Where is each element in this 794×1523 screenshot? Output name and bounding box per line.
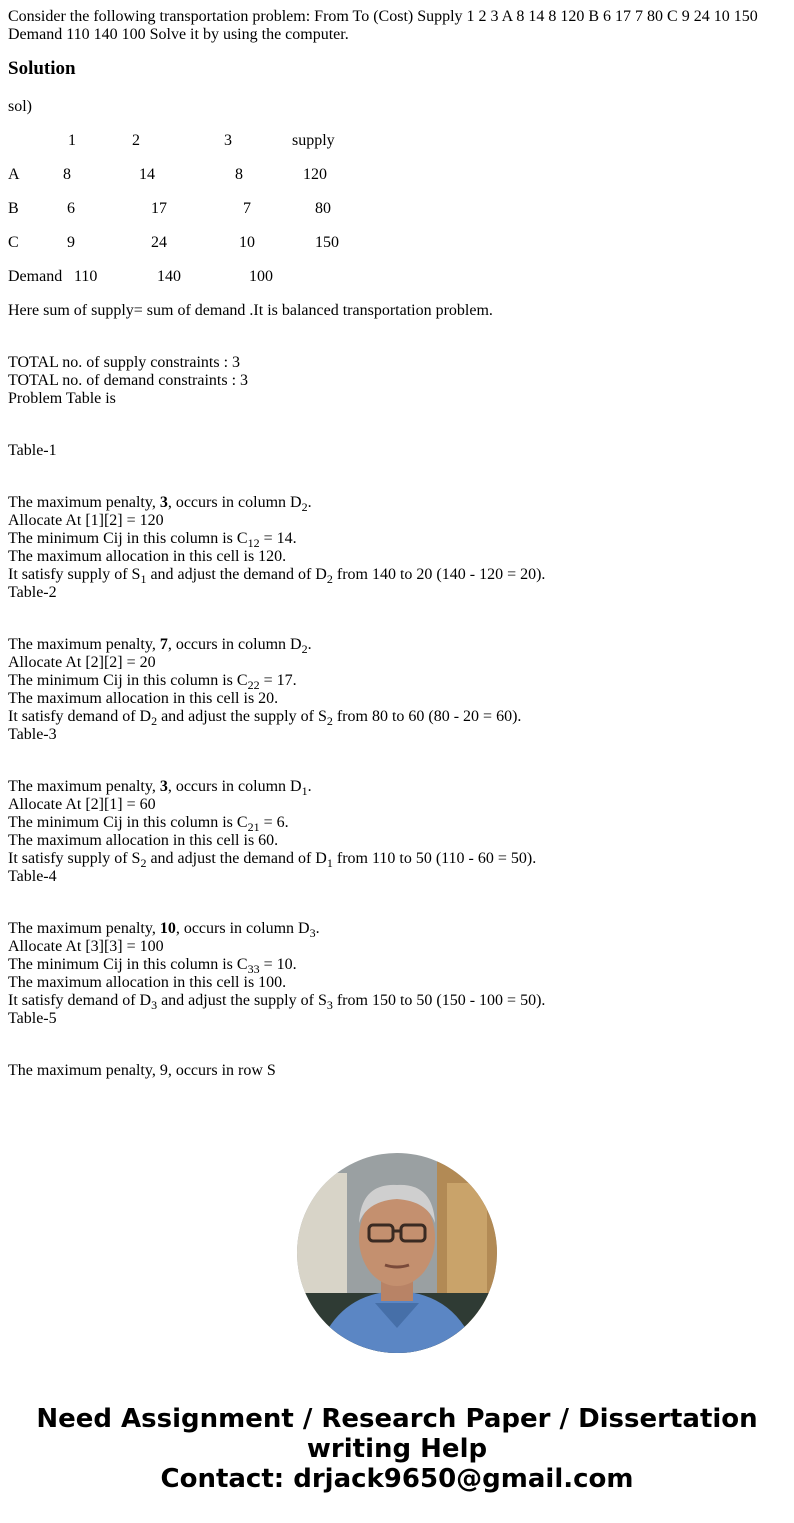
- solution-content: [8, 8, 786, 1123]
- min-suffix: = 6.: [259, 814, 289, 831]
- max-allocation-line: The maximum allocation in this cell is 20.: [8, 690, 279, 707]
- demand-cell: 110: [74, 268, 98, 285]
- col-header-1: 1: [68, 132, 76, 149]
- solution-heading: Solution: [8, 58, 76, 79]
- problem-table-header: [8, 132, 786, 150]
- col-header-supply: supply: [292, 132, 335, 149]
- satisfy-subscript-b: 3: [326, 998, 333, 1012]
- promo-line-1: Need Assignment / Research Paper / Dissertation: [36, 1404, 758, 1434]
- min-cij-line: [8, 672, 786, 690]
- min-suffix: = 10.: [259, 956, 297, 973]
- penalty-middle: , occurs in column D: [167, 636, 302, 653]
- penalty-value: 10: [159, 920, 176, 937]
- step-block: [8, 636, 786, 726]
- cost-cell: 14: [139, 166, 155, 183]
- penalty-subscript: 3: [309, 926, 316, 940]
- satisfy-part-a: It satisfy demand of D: [8, 708, 152, 725]
- satisfy-part-c: from 80 to 60 (80 - 20 = 60).: [332, 708, 522, 725]
- problem-table-is: Problem Table is: [8, 390, 116, 407]
- penalty-prefix: The maximum penalty,: [8, 920, 160, 937]
- min-cij-line: [8, 814, 786, 832]
- problem-table-row-c: [8, 234, 786, 252]
- cost-cell: 10: [239, 234, 255, 251]
- satisfy-line: [8, 992, 786, 1010]
- promo-footer: [0, 1404, 794, 1494]
- allocate-line: Allocate At [2][1] = 60: [8, 796, 156, 813]
- col-header-2: 2: [132, 132, 140, 149]
- problem-table-row-b: [8, 200, 786, 218]
- cost-cell: 9: [67, 234, 75, 251]
- penalty-suffix: .: [307, 778, 312, 795]
- table-label: Table-5: [8, 1010, 57, 1027]
- allocate-line: Allocate At [1][2] = 120: [8, 512, 164, 529]
- penalty-value: 7: [159, 636, 168, 653]
- supply-cell: 150: [315, 234, 339, 251]
- penalty-middle: , occurs in column D: [175, 920, 310, 937]
- penalty-subscript: 1: [301, 784, 308, 798]
- min-cij-line: [8, 530, 786, 548]
- penalty-prefix: The maximum penalty,: [8, 778, 160, 795]
- table-label: Table-3: [8, 726, 57, 743]
- cost-cell: 24: [151, 234, 167, 251]
- satisfy-part-b: and adjust the supply of S: [157, 708, 327, 725]
- satisfy-subscript-b: 1: [326, 856, 333, 870]
- sol-label-text: sol): [8, 98, 32, 115]
- step-block: [8, 920, 786, 1010]
- row-label: C: [8, 234, 19, 251]
- person-portrait-icon: [297, 1153, 497, 1353]
- satisfy-part-a: It satisfy supply of S: [8, 566, 141, 583]
- satisfy-subscript-a: 2: [151, 714, 158, 728]
- satisfy-part-a: It satisfy supply of S: [8, 850, 141, 867]
- step-block: [8, 494, 786, 584]
- problem-table-row-demand: [8, 268, 786, 286]
- satisfy-line: [8, 850, 786, 868]
- satisfy-subscript-a: 1: [140, 572, 147, 586]
- demand-cell: 140: [157, 268, 181, 285]
- penalty-subscript: 2: [301, 642, 308, 656]
- penalty-middle: , occurs in column D: [167, 778, 302, 795]
- row-label: A: [8, 166, 20, 183]
- cost-cell: 7: [243, 200, 251, 217]
- min-subscript: 22: [247, 678, 260, 692]
- promo-line-2: writing Help: [306, 1434, 488, 1464]
- satisfy-line: [8, 566, 786, 584]
- supply-constraints: TOTAL no. of supply constraints : 3: [8, 354, 241, 371]
- satisfy-part-b: and adjust the supply of S: [157, 992, 327, 1009]
- problem-table-row-a: [8, 166, 786, 184]
- penalty-subscript: 2: [301, 500, 308, 514]
- satisfy-part-b: and adjust the demand of D: [146, 850, 327, 867]
- demand-constraints: TOTAL no. of demand constraints : 3: [8, 372, 249, 389]
- cut-off-line: The maximum penalty, 9, occurs in row S: [8, 1062, 276, 1079]
- satisfy-part-c: from 150 to 50 (150 - 100 = 50).: [332, 992, 546, 1009]
- author-photo: [297, 1153, 497, 1353]
- satisfy-line: [8, 708, 786, 726]
- supply-cell: 120: [303, 166, 327, 183]
- min-suffix: = 17.: [259, 672, 297, 689]
- cost-cell: 17: [151, 200, 167, 217]
- penalty-middle: , occurs in column D: [167, 494, 302, 511]
- min-cij-line: [8, 956, 786, 974]
- satisfy-subscript-a: 3: [151, 998, 158, 1012]
- cost-cell: 8: [235, 166, 243, 183]
- sol-label: [8, 98, 786, 116]
- min-subscript: 12: [247, 536, 260, 550]
- penalty-line: [8, 636, 786, 654]
- row-label: B: [8, 200, 19, 217]
- demand-cell: 100: [249, 268, 273, 285]
- penalty-prefix: The maximum penalty,: [8, 636, 160, 653]
- penalty-suffix: .: [307, 494, 312, 511]
- min-subscript: 21: [247, 820, 260, 834]
- max-allocation-line: The maximum allocation in this cell is 60.: [8, 832, 279, 849]
- satisfy-part-c: from 110 to 50 (110 - 60 = 50).: [332, 850, 537, 867]
- cost-cell: 8: [63, 166, 71, 183]
- penalty-line: [8, 778, 786, 796]
- penalty-value: 3: [159, 494, 168, 511]
- steps-list: [8, 494, 786, 1010]
- penalty-line: [8, 920, 786, 938]
- satisfy-subscript-b: 2: [326, 572, 333, 586]
- min-prefix: The minimum Cij in this column is C: [8, 672, 248, 689]
- min-subscript: 33: [247, 962, 260, 976]
- max-allocation-line: The maximum allocation in this cell is 100.: [8, 974, 287, 991]
- satisfy-subscript-a: 2: [140, 856, 147, 870]
- supply-cell: 80: [315, 200, 331, 217]
- row-label: Demand: [8, 268, 63, 285]
- min-prefix: The minimum Cij in this column is C: [8, 814, 248, 831]
- max-allocation-line: The maximum allocation in this cell is 120.: [8, 548, 287, 565]
- penalty-line: [8, 494, 786, 512]
- satisfy-subscript-b: 2: [326, 714, 333, 728]
- min-prefix: The minimum Cij in this column is C: [8, 530, 248, 547]
- allocate-line: Allocate At [2][2] = 20: [8, 654, 156, 671]
- table-label: Table-4: [8, 868, 57, 885]
- penalty-suffix: .: [315, 920, 320, 937]
- min-prefix: The minimum Cij in this column is C: [8, 956, 248, 973]
- balanced-note: Here sum of supply= sum of demand .It is balanced transportation problem.: [8, 302, 493, 319]
- satisfy-part-b: and adjust the demand of D: [146, 566, 327, 583]
- question-text: Consider the following transportation problem: From To (Cost) Supply 1 2 3 A 8 14 8 120 B 6 17 7 80 C 9 24 10 150 Demand 110 140 100 Solve it by using the computer.: [8, 8, 758, 43]
- satisfy-part-c: from 140 to 20 (140 - 120 = 20).: [332, 566, 546, 583]
- penalty-prefix: The maximum penalty,: [8, 494, 160, 511]
- satisfy-part-a: It satisfy demand of D: [8, 992, 152, 1009]
- cost-cell: 6: [67, 200, 75, 217]
- contact-line: Contact: drjack9650@gmail.com: [160, 1464, 634, 1494]
- table-label: Table-1: [8, 442, 57, 459]
- penalty-suffix: .: [307, 636, 312, 653]
- allocate-line: Allocate At [3][3] = 100: [8, 938, 164, 955]
- col-header-3: 3: [224, 132, 232, 149]
- penalty-value: 3: [159, 778, 168, 795]
- min-suffix: = 14.: [259, 530, 297, 547]
- table-label: Table-2: [8, 584, 57, 601]
- step-block: [8, 778, 786, 868]
